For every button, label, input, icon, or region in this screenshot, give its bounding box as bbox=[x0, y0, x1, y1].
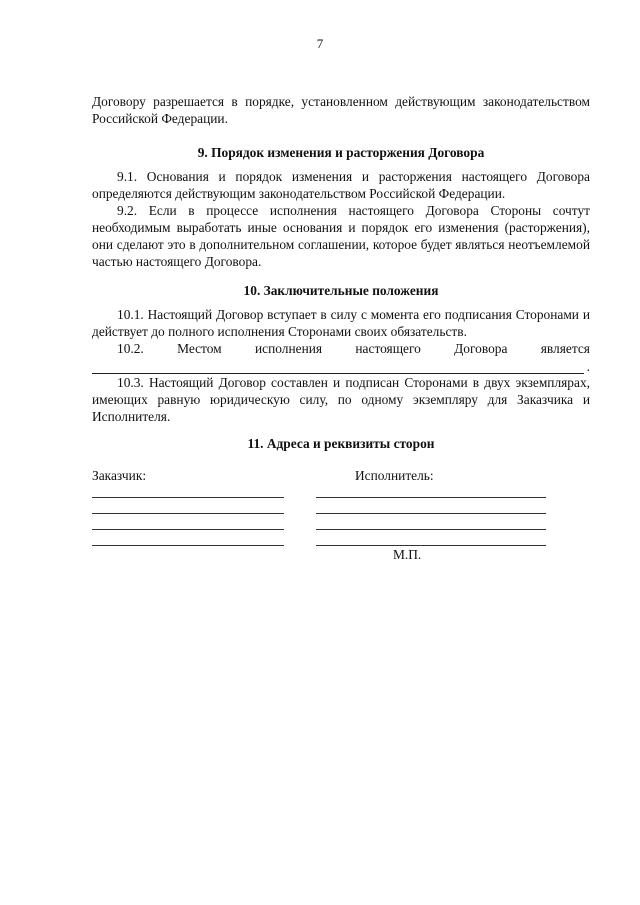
intro-paragraph: Договору разрешается в порядке, установленном действующим законодательством Российской Федерации. bbox=[92, 94, 590, 126]
place-of-performance-period: . bbox=[586, 359, 590, 374]
executor-details-line-3 bbox=[316, 529, 546, 530]
customer-label: Заказчик: bbox=[92, 468, 147, 483]
clause-10-1: 10.1. Настоящий Договор вступает в силу с момента его подписания Сторонами и действует до полного исполнения Сторонами своих обязательств. bbox=[92, 307, 590, 339]
clause-10-2-word-2: Местом bbox=[177, 341, 222, 356]
customer-details-line-2 bbox=[92, 513, 284, 514]
clause-10-2-word-6: является bbox=[540, 341, 590, 356]
clause-10-2-word-3: исполнения bbox=[254, 341, 323, 356]
section-9-body bbox=[92, 168, 590, 270]
section-10-title: 10. Заключительные положения bbox=[243, 283, 439, 298]
customer-details-line-3 bbox=[92, 529, 284, 530]
clause-10-2 bbox=[92, 340, 590, 357]
executor-details-line-1 bbox=[316, 497, 546, 498]
executor-details-line-2 bbox=[316, 513, 546, 514]
executor-label: Исполнитель: bbox=[355, 468, 434, 483]
clause-9-1: 9.1. Основания и порядок изменения и расторжения настоящего Договора определяются действующим законодательством Российской Федерации. bbox=[92, 169, 590, 201]
clause-9-2: 9.2. Если в процессе исполнения настоящего Договора Стороны сочтут необходимым выработать иные основания и порядок его изменения (расторжения), они сделают это в дополнительном соглашении, которое будет являться неотъемлемой частью настоящего Договора. bbox=[92, 203, 590, 269]
section-9-title: 9. Порядок изменения и расторжения Договора bbox=[197, 145, 485, 160]
place-of-performance-blank bbox=[92, 361, 584, 374]
section-11-title: 11. Адреса и реквизиты сторон bbox=[247, 436, 435, 451]
stamp-place: М.П. bbox=[393, 547, 422, 562]
clause-10-3: 10.3. Настоящий Договор составлен и подписан Сторонами в двух экземплярах, имеющих равную юридическую силу, по одному экземпляру для Заказчика и Исполнителя. bbox=[92, 375, 590, 424]
executor-details-line-4 bbox=[316, 545, 546, 546]
customer-details-line-4 bbox=[92, 545, 284, 546]
customer-details-line-1 bbox=[92, 497, 284, 498]
page-number: 7 bbox=[316, 36, 324, 51]
clause-10-2-word-1: 10.2. bbox=[117, 341, 144, 356]
place-of-performance-line bbox=[92, 357, 590, 374]
intro-block bbox=[92, 93, 590, 127]
section-10-body bbox=[92, 306, 590, 425]
clause-10-2-word-4: настоящего bbox=[355, 341, 421, 356]
clause-10-2-word-5: Договора bbox=[454, 341, 508, 356]
